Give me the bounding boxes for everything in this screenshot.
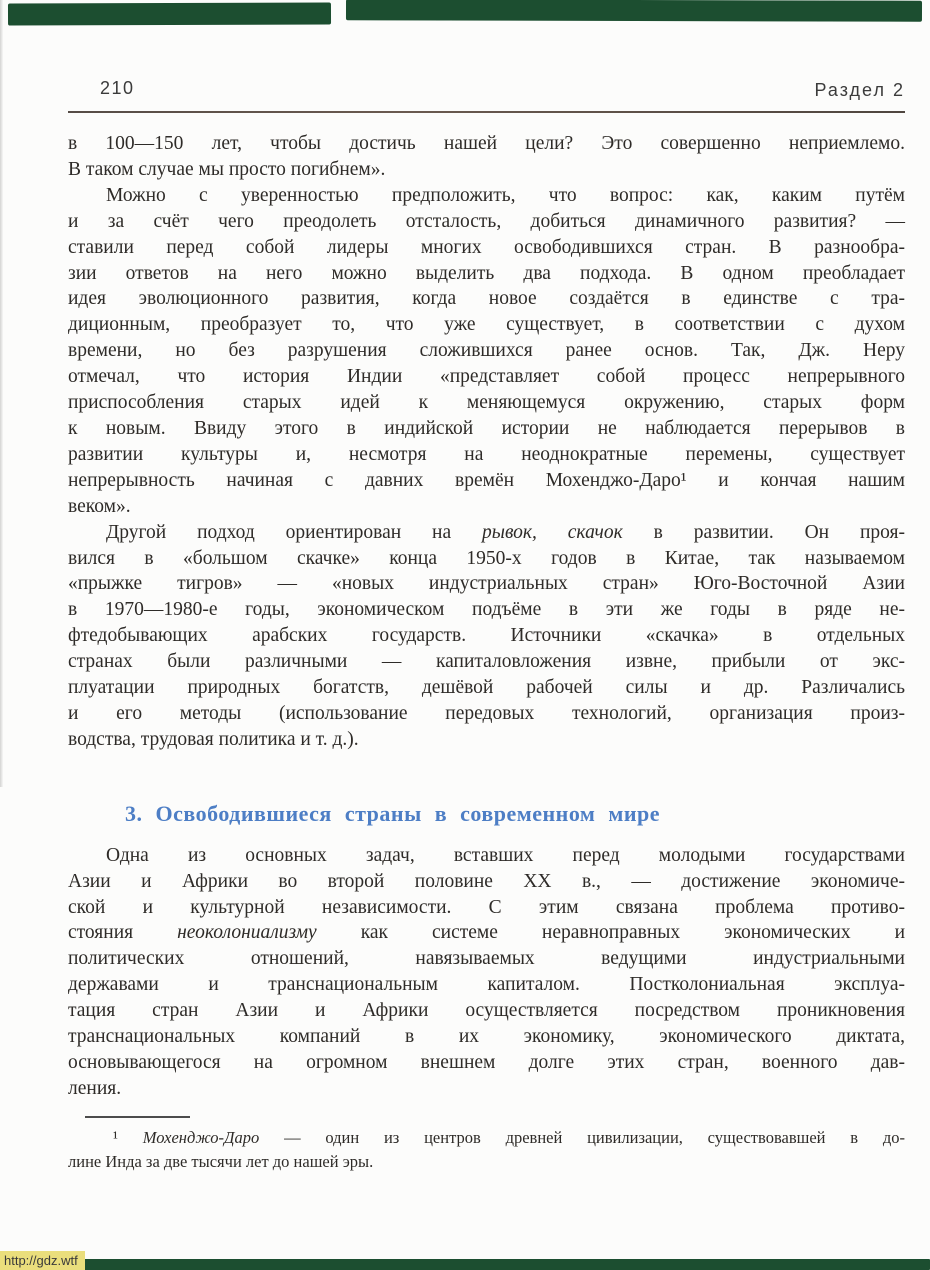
text-line: Одна из основных задач, вставших перед молодыми государствами	[106, 844, 905, 866]
page-number: 210	[100, 78, 135, 98]
text-line: веком».	[68, 495, 131, 517]
running-head-section: Раздел 2	[814, 80, 905, 100]
text-line: водства, трудовая политика и т. д.).	[68, 728, 359, 750]
text-line: в 1970—1980-е годы, экономическом подъёме в эти же годы в ряде не-	[68, 599, 905, 621]
text-line: непрерывность начиная с давних времён Мохенджо-Даро¹ и кончая нашим	[68, 469, 905, 491]
text-line: «прыжке тигров» — «новых индустриальных стран» Юго-Восточной Азии	[68, 573, 905, 595]
book-cover-edge-bottom	[55, 1259, 930, 1270]
text-line: развитии культуры и, несмотря на неоднократные перемены, существует	[68, 443, 905, 465]
paragraph	[68, 520, 905, 753]
text-line: ления.	[68, 1077, 122, 1099]
text-line: державами и транснациональным капиталом. Постколониальная эксплуа-	[68, 974, 905, 996]
text-line: идея эволюционного развития, когда новое создаётся в единстве с тра-	[68, 288, 905, 310]
text-line: и за счёт чего преодолеть отсталость, добиться динамичного развития? —	[68, 210, 905, 232]
text-line: и его методы (использование передовых технологий, организация произ-	[68, 702, 905, 724]
body-text	[68, 131, 905, 1174]
text-line: зии ответов на него можно выделить два подхода. В одном преобладает	[68, 262, 905, 284]
text-line: ставили перед собой лидеры многих освободившихся стран. В разнообра-	[68, 236, 905, 258]
text-line: вился в «большом скачке» конца 1950-х годов в Китае, так называемом	[68, 547, 905, 569]
text-line: фтедобывающих арабских государств. Источники «скачка» в отдельных	[68, 625, 905, 647]
scanner-edge-shadow	[0, 0, 3, 787]
header-rule	[68, 111, 905, 113]
paragraph	[68, 843, 905, 1102]
text-line: приспособления старых идей к меняющемуся окружению, старых форм	[68, 392, 905, 414]
text-line: лине Инда за две тысячи лет до нашей эры.	[68, 1151, 374, 1171]
text-line: основывающегося на огромном внешнем долге этих стран, военного дав-	[68, 1052, 905, 1073]
footnote	[68, 1116, 905, 1174]
text-line: отмечал, что история Индии «представляет собой процесс непрерывного	[68, 366, 905, 388]
text-line: ской и культурной независимости. С этим связана проблема противо-	[68, 896, 905, 918]
text-line: В таком случае мы просто погибнем».	[68, 158, 386, 180]
text-line: ¹ Мохенджо-Даро — один из центров древней цивилизации, существовавшей в до-	[113, 1127, 905, 1147]
text-line: времени, но без разрушения сложившихся ранее основ. Так, Дж. Неру	[68, 340, 905, 362]
text-line: стояния неоколониализму как системе неравноправных экономических и	[68, 922, 906, 944]
text-line: плуатации природных богатств, дешёвой рабочей силы и др. Различались	[68, 677, 905, 699]
book-cover-edge-top-left	[8, 2, 331, 25]
text-line: Другой подход ориентирован на рывок, скачок в развитии. Он проя-	[106, 521, 905, 543]
text-line: в 100—150 лет, чтобы достичь нашей цели? Это совершенно неприемлемо.	[68, 133, 905, 154]
section-heading: 3. Освободившиеся страны в современном мире	[125, 800, 661, 826]
book-cover-edge-top-right	[346, 0, 922, 22]
paragraph	[68, 131, 905, 183]
footnote-rule	[85, 1116, 190, 1118]
text-line: Можно с уверенностью предположить, что вопрос: как, каким путём	[106, 184, 905, 206]
text-line: странах были различными — капиталовложения извне, прибыли от экс-	[68, 651, 905, 673]
text-line: транснациональных компаний в их экономику, экономического диктата,	[68, 1026, 905, 1048]
text-line: диционным, преобразует то, что уже существует, в соответствии с духом	[68, 314, 905, 336]
text-line: к новым. Ввиду этого в индийской истории не наблюдается перерывов в	[68, 417, 905, 439]
text-line: тация стран Азии и Африки осуществляется посредством проникновения	[68, 1000, 905, 1022]
paragraph	[68, 183, 905, 520]
watermark-stamp: http://gdz.wtf	[0, 1251, 85, 1270]
text-line: политических отношений, навязываемых ведущими индустриальными	[68, 948, 905, 970]
text-line: Азии и Африки во второй половине XX в., — достижение экономиче-	[68, 870, 905, 892]
